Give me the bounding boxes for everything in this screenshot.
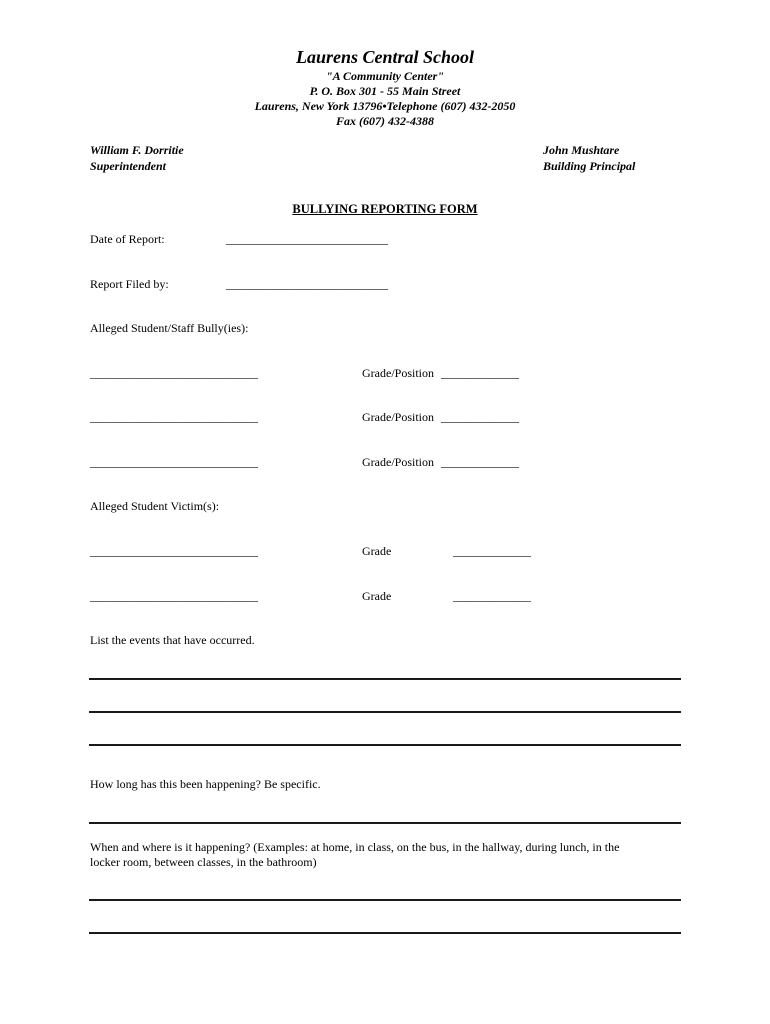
bully-name-field[interactable]: ____________________________ <box>90 366 258 380</box>
where-prompt-line-1: When and where is it happening? (Examples: at home, in class, on the bus, in the hallway, during lunch, in the <box>90 840 620 854</box>
bully-grade-label: Grade/Position <box>362 366 434 380</box>
superintendent-block <box>90 142 184 174</box>
events-answer-line[interactable] <box>89 744 681 746</box>
victim-grade-field[interactable]: _____________ <box>453 589 531 603</box>
victim-grade-label: Grade <box>362 589 392 603</box>
principal-title: Building Principal <box>543 159 636 173</box>
victim-name-field[interactable]: ____________________________ <box>90 589 258 603</box>
date-field[interactable]: ___________________________ <box>226 232 388 246</box>
school-name: Laurens Central School <box>295 47 475 67</box>
bully-grade-field[interactable]: _____________ <box>441 455 519 469</box>
form-title: BULLYING REPORTING FORM <box>292 202 478 216</box>
school-motto: "A Community Center" <box>325 69 444 83</box>
duration-answer-line[interactable] <box>89 822 681 824</box>
where-prompt-line-2: locker room, between classes, in the bathroom) <box>90 855 317 869</box>
date-label: Date of Report: <box>90 232 165 246</box>
bully-grade-field[interactable]: _____________ <box>441 366 519 380</box>
bullies-heading: Alleged Student/Staff Bully(ies): <box>90 321 249 335</box>
school-fax: Fax (607) 432-4388 <box>336 114 434 128</box>
superintendent-title: Superintendent <box>90 159 167 173</box>
bully-grade-label: Grade/Position <box>362 455 434 469</box>
events-answer-line[interactable] <box>89 678 681 680</box>
events-prompt: List the events that have occurred. <box>90 633 255 647</box>
principal-name: John Mushtare <box>543 143 620 157</box>
events-answer-line[interactable] <box>89 711 681 713</box>
victim-grade-label: Grade <box>362 544 392 558</box>
principal-block <box>543 142 635 174</box>
duration-prompt: How long has this been happening? Be specific. <box>90 777 321 791</box>
bully-name-field[interactable]: ____________________________ <box>90 455 258 469</box>
victims-heading: Alleged Student Victim(s): <box>90 499 220 513</box>
where-answer-line[interactable] <box>89 899 681 901</box>
bully-name-field[interactable]: ____________________________ <box>90 410 258 424</box>
bully-grade-label: Grade/Position <box>362 410 434 424</box>
school-address: P. O. Box 301 - 55 Main Street <box>309 84 461 98</box>
victim-grade-field[interactable]: _____________ <box>453 544 531 558</box>
victim-name-field[interactable]: ____________________________ <box>90 544 258 558</box>
where-answer-line[interactable] <box>89 932 681 934</box>
bully-grade-field[interactable]: _____________ <box>441 410 519 424</box>
school-city-phone: Laurens, New York 13796•Telephone (607) 432-2050 <box>254 99 516 113</box>
superintendent-name: William F. Dorritie <box>90 143 184 157</box>
filed-by-label: Report Filed by: <box>90 277 169 291</box>
filed-by-field[interactable]: ___________________________ <box>226 277 388 291</box>
